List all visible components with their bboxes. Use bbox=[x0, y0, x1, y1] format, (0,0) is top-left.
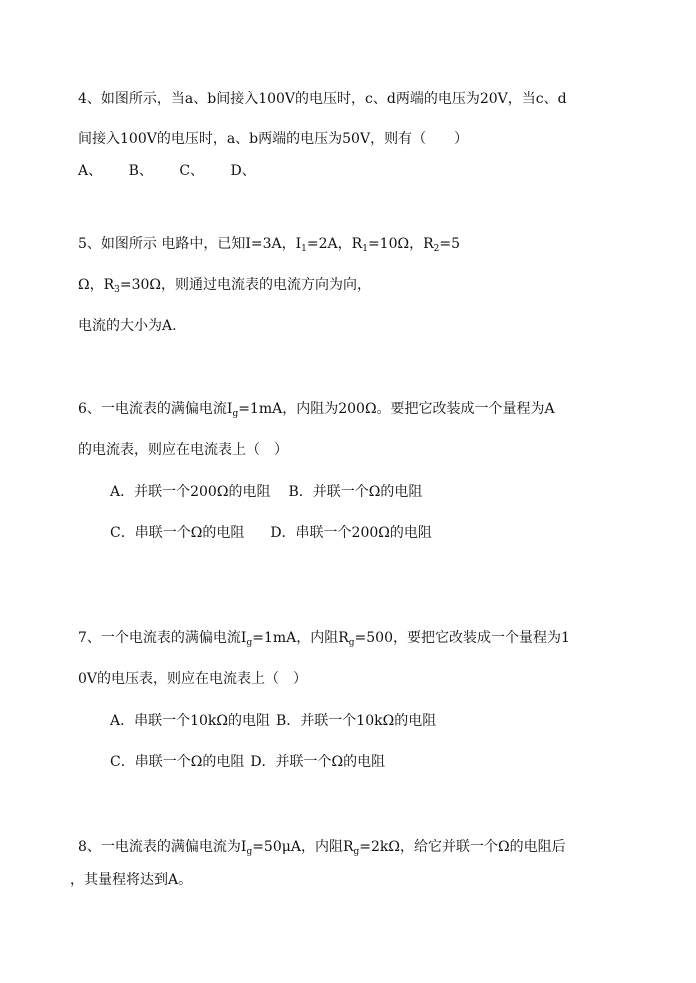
q7-sub-g2: g bbox=[348, 638, 355, 648]
q5-sub-r3: 3 bbox=[114, 285, 120, 295]
q5-text-3b: A. bbox=[162, 318, 177, 334]
q6-option-a: A．并联一个200Ω的电阻 bbox=[110, 484, 271, 500]
q8-line-2 bbox=[70, 871, 192, 889]
q7-text-1c: =500，要把它改装成一个量程为1 bbox=[354, 630, 570, 646]
q4-option-b: B、 bbox=[128, 163, 153, 179]
q7-text-1a: 7、一个电流表的满偏电流I bbox=[78, 630, 247, 646]
q7-sub-g1: g bbox=[246, 638, 253, 648]
q7-text-2: 0V的电压表，则应在电流表上（ ） bbox=[78, 671, 308, 687]
q4-options bbox=[78, 162, 278, 180]
q5-text-1d: =5 bbox=[439, 236, 461, 252]
q8-text-2b: A。 bbox=[168, 872, 193, 888]
q7-option-d: D．并联一个Ω的电阻 bbox=[250, 754, 386, 770]
q7-options-row-2 bbox=[110, 753, 385, 771]
q6-text-2: 的电流表，则应在电流表上（ ） bbox=[78, 442, 288, 458]
q7-text-1b: =1mA，内阻R bbox=[252, 630, 349, 646]
q5-text-1a: 5、如图所示 电路中，已知I=3A，I bbox=[78, 236, 302, 252]
q8-line-1 bbox=[78, 838, 566, 856]
q4-option-d: D、 bbox=[230, 163, 256, 179]
q4-option-c: C、 bbox=[179, 163, 205, 179]
q6-option-b: B．并联一个Ω的电阻 bbox=[288, 484, 423, 500]
q5-sub-r2: 2 bbox=[433, 244, 440, 254]
q5-text-2c: ， bbox=[357, 277, 372, 293]
q7-line-1 bbox=[78, 629, 570, 647]
q8-text-1a: 8、一电流表的满偏电流为I bbox=[78, 839, 247, 855]
q6-text-1b: =1mA，内阻为200Ω。要把它改装成一个量程为A bbox=[238, 401, 555, 417]
q8-sub-g2: g bbox=[353, 847, 360, 857]
q8-text-1b: =50μA，内阻R bbox=[252, 839, 354, 855]
q6-options-row-2 bbox=[110, 524, 432, 542]
q5-text-1c: =10Ω，R bbox=[367, 236, 434, 252]
q6-sub-g: g bbox=[232, 409, 239, 419]
q5-text-1b: =2A，R bbox=[306, 236, 363, 252]
q8-text-1c: =2kΩ，给它并联一个Ω的电阻后 bbox=[359, 839, 566, 855]
q5-line-3 bbox=[78, 317, 177, 335]
q5-line-2 bbox=[78, 276, 371, 294]
q7-option-a: A．串联一个10kΩ的电阻 bbox=[110, 713, 271, 729]
q6-options-row-1 bbox=[110, 483, 422, 501]
q4-text-1: 4、如图所示，当a、b间接入100V的电压时，c、d两端的电压为20V，当c、d bbox=[78, 91, 567, 107]
q6-option-c: C．串联一个Ω的电阻 bbox=[110, 525, 245, 541]
q4-text-2: 间接入100V的电压时，a、b两端的电压为50V，则有（ ） bbox=[78, 131, 469, 147]
q6-text-1a: 6、一电流表的满偏电流I bbox=[78, 401, 233, 417]
q4-option-a: A、 bbox=[78, 163, 103, 179]
q5-text-3a: 电流的大小为 bbox=[78, 318, 162, 334]
q8-text-2a: ，其量程将达到 bbox=[70, 872, 168, 888]
q5-text-2b: =30Ω，则通过电流表的电流方向为向 bbox=[119, 277, 358, 293]
q4-line-2 bbox=[78, 130, 468, 148]
q6-line-1 bbox=[78, 400, 555, 418]
q7-option-c: C．串联一个Ω的电阻 bbox=[110, 754, 245, 770]
q7-line-2 bbox=[78, 670, 307, 688]
q6-line-2 bbox=[78, 441, 288, 459]
q5-line-1 bbox=[78, 235, 460, 253]
q6-option-d: D．串联一个200Ω的电阻 bbox=[270, 525, 432, 541]
q7-option-b: B．并联一个10kΩ的电阻 bbox=[276, 713, 437, 729]
q8-sub-g1: g bbox=[246, 847, 253, 857]
q4-line-1 bbox=[78, 90, 567, 108]
q5-text-2a: Ω，R bbox=[78, 277, 115, 293]
q7-options-row-1 bbox=[110, 712, 436, 730]
q5-sub-r1: 1 bbox=[362, 244, 368, 254]
q5-sub-i1: 1 bbox=[301, 244, 307, 254]
